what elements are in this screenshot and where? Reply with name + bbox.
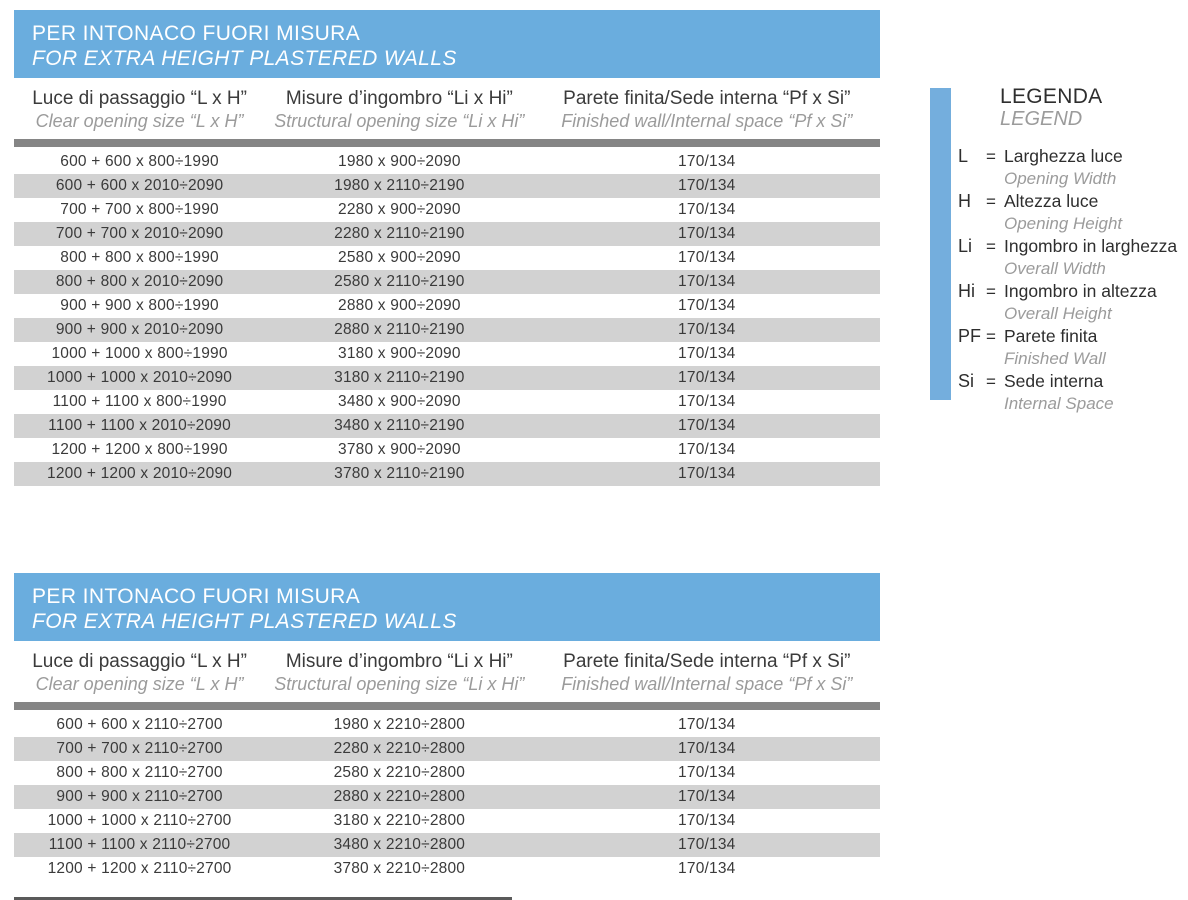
cell-clear-opening: 900 + 900 x 800÷1990 [60, 297, 219, 314]
cell-finished-wall: 170/134 [678, 836, 736, 853]
column-header-finished-wall-it: Parete finita/Sede interna “Pf x Si” [563, 88, 851, 109]
table-body [14, 150, 880, 486]
cell-clear-opening: 700 + 700 x 800÷1990 [60, 201, 219, 218]
legend-definition-italian: Ingombro in altezza [1004, 281, 1157, 301]
cell-finished-wall: 170/134 [678, 441, 736, 458]
cell-structural-opening: 3180 x 900÷2090 [338, 345, 461, 362]
table-row [14, 222, 880, 246]
column-header-finished-wall [534, 650, 880, 695]
legend-entry [958, 145, 1188, 190]
legend-definition-english: Finished Wall [1004, 349, 1106, 368]
legend-abbreviation: Hi [958, 281, 975, 301]
cell-finished-wall: 170/134 [678, 201, 736, 218]
legend-definition-italian: Sede interna [1004, 371, 1104, 391]
cell-structural-opening: 3780 x 2210÷2800 [333, 860, 466, 877]
cell-clear-opening: 700 + 700 x 2110÷2700 [56, 740, 223, 757]
cell-clear-opening: 1000 + 1000 x 2110÷2700 [47, 812, 232, 829]
table-row [14, 390, 880, 414]
cell-structural-opening: 1980 x 2110÷2190 [334, 177, 465, 194]
table-row [14, 150, 880, 174]
column-header-structural-opening-en: Structural opening size “Li x Hi” [274, 111, 525, 131]
table-title-band [14, 573, 880, 641]
column-header-clear-opening-en: Clear opening size “L x H” [35, 111, 244, 131]
cell-finished-wall: 170/134 [678, 249, 736, 266]
legend-abbreviation: Li [958, 236, 973, 256]
cell-structural-opening: 3480 x 2210÷2800 [333, 836, 466, 853]
cell-finished-wall: 170/134 [678, 225, 736, 242]
column-header-clear-opening [14, 87, 265, 132]
legend-abbreviation: L [958, 146, 969, 166]
column-header-finished-wall-it: Parete finita/Sede interna “Pf x Si” [563, 651, 851, 672]
table-row [14, 294, 880, 318]
cell-finished-wall: 170/134 [678, 740, 736, 757]
cell-finished-wall: 170/134 [678, 716, 736, 733]
cell-finished-wall: 170/134 [678, 465, 736, 482]
table-row [14, 342, 880, 366]
cell-structural-opening: 2580 x 2110÷2190 [334, 273, 465, 290]
legend-abbreviation: H [958, 191, 971, 211]
cell-finished-wall: 170/134 [678, 417, 736, 434]
table-row [14, 809, 880, 833]
legend-entry [958, 370, 1188, 415]
column-header-finished-wall [534, 87, 880, 132]
legend-definition-italian: Altezza luce [1004, 191, 1099, 211]
legend-definition-italian: Larghezza luce [1004, 146, 1123, 166]
cell-clear-opening: 1100 + 1100 x 2110÷2700 [48, 836, 231, 853]
column-header-structural-opening-en: Structural opening size “Li x Hi” [274, 674, 525, 694]
cell-structural-opening: 3780 x 900÷2090 [338, 441, 461, 458]
legend-equals-sign: = [986, 327, 996, 346]
cell-structural-opening: 2880 x 2110÷2190 [334, 321, 465, 338]
cell-clear-opening: 1100 + 1100 x 2010÷2090 [48, 417, 231, 434]
column-header-clear-opening-it: Luce di passaggio “L x H” [32, 651, 247, 672]
table-row [14, 761, 880, 785]
table-row [14, 713, 880, 737]
legend-definition-english: Overall Width [1004, 259, 1106, 278]
header-separator-bar [14, 139, 880, 147]
table-body [14, 713, 880, 881]
table-row [14, 366, 880, 390]
table-row [14, 270, 880, 294]
cell-clear-opening: 700 + 700 x 2010÷2090 [55, 225, 224, 242]
cell-structural-opening: 3180 x 2210÷2800 [333, 812, 466, 829]
cell-finished-wall: 170/134 [678, 393, 736, 410]
cell-finished-wall: 170/134 [678, 860, 736, 877]
legend-title-english: LEGEND [1000, 108, 1083, 130]
cell-clear-opening: 1000 + 1000 x 800÷1990 [51, 345, 228, 362]
legend-entry [958, 235, 1188, 280]
cell-finished-wall: 170/134 [678, 788, 736, 805]
cell-structural-opening: 3780 x 2110÷2190 [334, 465, 465, 482]
column-header-finished-wall-en: Finished wall/Internal space “Pf x Si” [561, 674, 853, 694]
cell-clear-opening: 1200 + 1200 x 800÷1990 [51, 441, 228, 458]
legend-panel [930, 85, 1188, 415]
cell-structural-opening: 2580 x 900÷2090 [338, 249, 461, 266]
legend-definition-english: Opening Width [1004, 169, 1117, 188]
cell-structural-opening: 3180 x 2110÷2190 [334, 369, 465, 386]
legend-heading [1000, 85, 1188, 131]
cell-finished-wall: 170/134 [678, 297, 736, 314]
cell-clear-opening: 900 + 900 x 2010÷2090 [55, 321, 224, 338]
table-row [14, 462, 880, 486]
cell-clear-opening: 800 + 800 x 800÷1990 [60, 249, 219, 266]
cell-structural-opening: 2280 x 2210÷2800 [333, 740, 466, 757]
column-header-structural-opening [265, 650, 533, 695]
table-row [14, 857, 880, 881]
cell-structural-opening: 2880 x 900÷2090 [338, 297, 461, 314]
cell-finished-wall: 170/134 [678, 321, 736, 338]
spec-table-extra-heights [14, 573, 880, 881]
legend-definition-english: Opening Height [1004, 214, 1123, 233]
table-row [14, 318, 880, 342]
cell-structural-opening: 3480 x 900÷2090 [338, 393, 461, 410]
table-row [14, 737, 880, 761]
legend-entry [958, 325, 1188, 370]
cell-finished-wall: 170/134 [678, 369, 736, 386]
cell-structural-opening: 1980 x 2210÷2800 [333, 716, 466, 733]
table-title-english: FOR EXTRA HEIGHT PLASTERED WALLS [32, 47, 457, 70]
legend-abbreviation: Si [958, 371, 975, 391]
cell-clear-opening: 800 + 800 x 2010÷2090 [55, 273, 224, 290]
column-headers [14, 87, 880, 132]
cell-clear-opening: 600 + 600 x 2010÷2090 [55, 177, 224, 194]
cell-finished-wall: 170/134 [678, 177, 736, 194]
cell-structural-opening: 2880 x 2210÷2800 [333, 788, 466, 805]
cell-finished-wall: 170/134 [678, 153, 736, 170]
cell-clear-opening: 1200 + 1200 x 2110÷2700 [47, 860, 232, 877]
legend-equals-sign: = [986, 282, 996, 301]
column-header-clear-opening-en: Clear opening size “L x H” [35, 674, 244, 694]
cell-clear-opening: 1000 + 1000 x 2010÷2090 [47, 369, 233, 386]
cell-structural-opening: 2280 x 2110÷2190 [334, 225, 465, 242]
legend-entry [958, 280, 1188, 325]
cell-structural-opening: 3480 x 2110÷2190 [334, 417, 465, 434]
spec-table-standard-heights [14, 10, 880, 486]
legend-entry [958, 190, 1188, 235]
column-header-structural-opening [265, 87, 533, 132]
legend-abbreviation: PF [958, 326, 982, 346]
table-row [14, 785, 880, 809]
legend-equals-sign: = [986, 192, 996, 211]
legend-accent-bar [930, 88, 951, 400]
legend-definition-english: Overall Height [1004, 304, 1112, 323]
header-separator-bar [14, 702, 880, 710]
legend-title-italian: LEGENDA [1000, 85, 1103, 108]
column-headers [14, 650, 880, 695]
table-row [14, 438, 880, 462]
cell-clear-opening: 600 + 600 x 2110÷2700 [56, 716, 223, 733]
cell-clear-opening: 1200 + 1200 x 2010÷2090 [47, 465, 233, 482]
cell-finished-wall: 170/134 [678, 345, 736, 362]
cell-clear-opening: 600 + 600 x 800÷1990 [60, 153, 219, 170]
column-header-clear-opening-it: Luce di passaggio “L x H” [32, 88, 247, 109]
legend-definition-italian: Ingombro in larghezza [1004, 236, 1178, 256]
legend-equals-sign: = [986, 147, 996, 166]
cell-finished-wall: 170/134 [678, 812, 736, 829]
table-title-italian: PER INTONACO FUORI MISURA [32, 22, 361, 45]
legend-definition-italian: Parete finita [1004, 326, 1098, 346]
cell-finished-wall: 170/134 [678, 764, 736, 781]
cell-structural-opening: 2580 x 2210÷2800 [333, 764, 466, 781]
legend-entries [958, 145, 1188, 415]
column-header-structural-opening-it: Misure d’ingombro “Li x Hi” [285, 88, 513, 109]
column-header-clear-opening [14, 650, 265, 695]
table-row [14, 174, 880, 198]
table-row [14, 198, 880, 222]
table-row [14, 246, 880, 270]
cell-clear-opening: 900 + 900 x 2110÷2700 [56, 788, 223, 805]
table-title-english: FOR EXTRA HEIGHT PLASTERED WALLS [32, 610, 457, 633]
cell-finished-wall: 170/134 [678, 273, 736, 290]
legend-definition-english: Internal Space [1004, 394, 1114, 413]
column-header-structural-opening-it: Misure d’ingombro “Li x Hi” [285, 651, 513, 672]
cell-clear-opening: 800 + 800 x 2110÷2700 [56, 764, 223, 781]
legend-equals-sign: = [986, 372, 996, 391]
cell-clear-opening: 1100 + 1100 x 800÷1990 [52, 393, 227, 410]
cell-structural-opening: 1980 x 900÷2090 [338, 153, 461, 170]
table-title-band [14, 10, 880, 78]
table-row [14, 833, 880, 857]
legend-equals-sign: = [986, 237, 996, 256]
column-header-finished-wall-en: Finished wall/Internal space “Pf x Si” [561, 111, 853, 131]
cell-structural-opening: 2280 x 900÷2090 [338, 201, 461, 218]
table-title-italian: PER INTONACO FUORI MISURA [32, 585, 361, 608]
table-row [14, 414, 880, 438]
